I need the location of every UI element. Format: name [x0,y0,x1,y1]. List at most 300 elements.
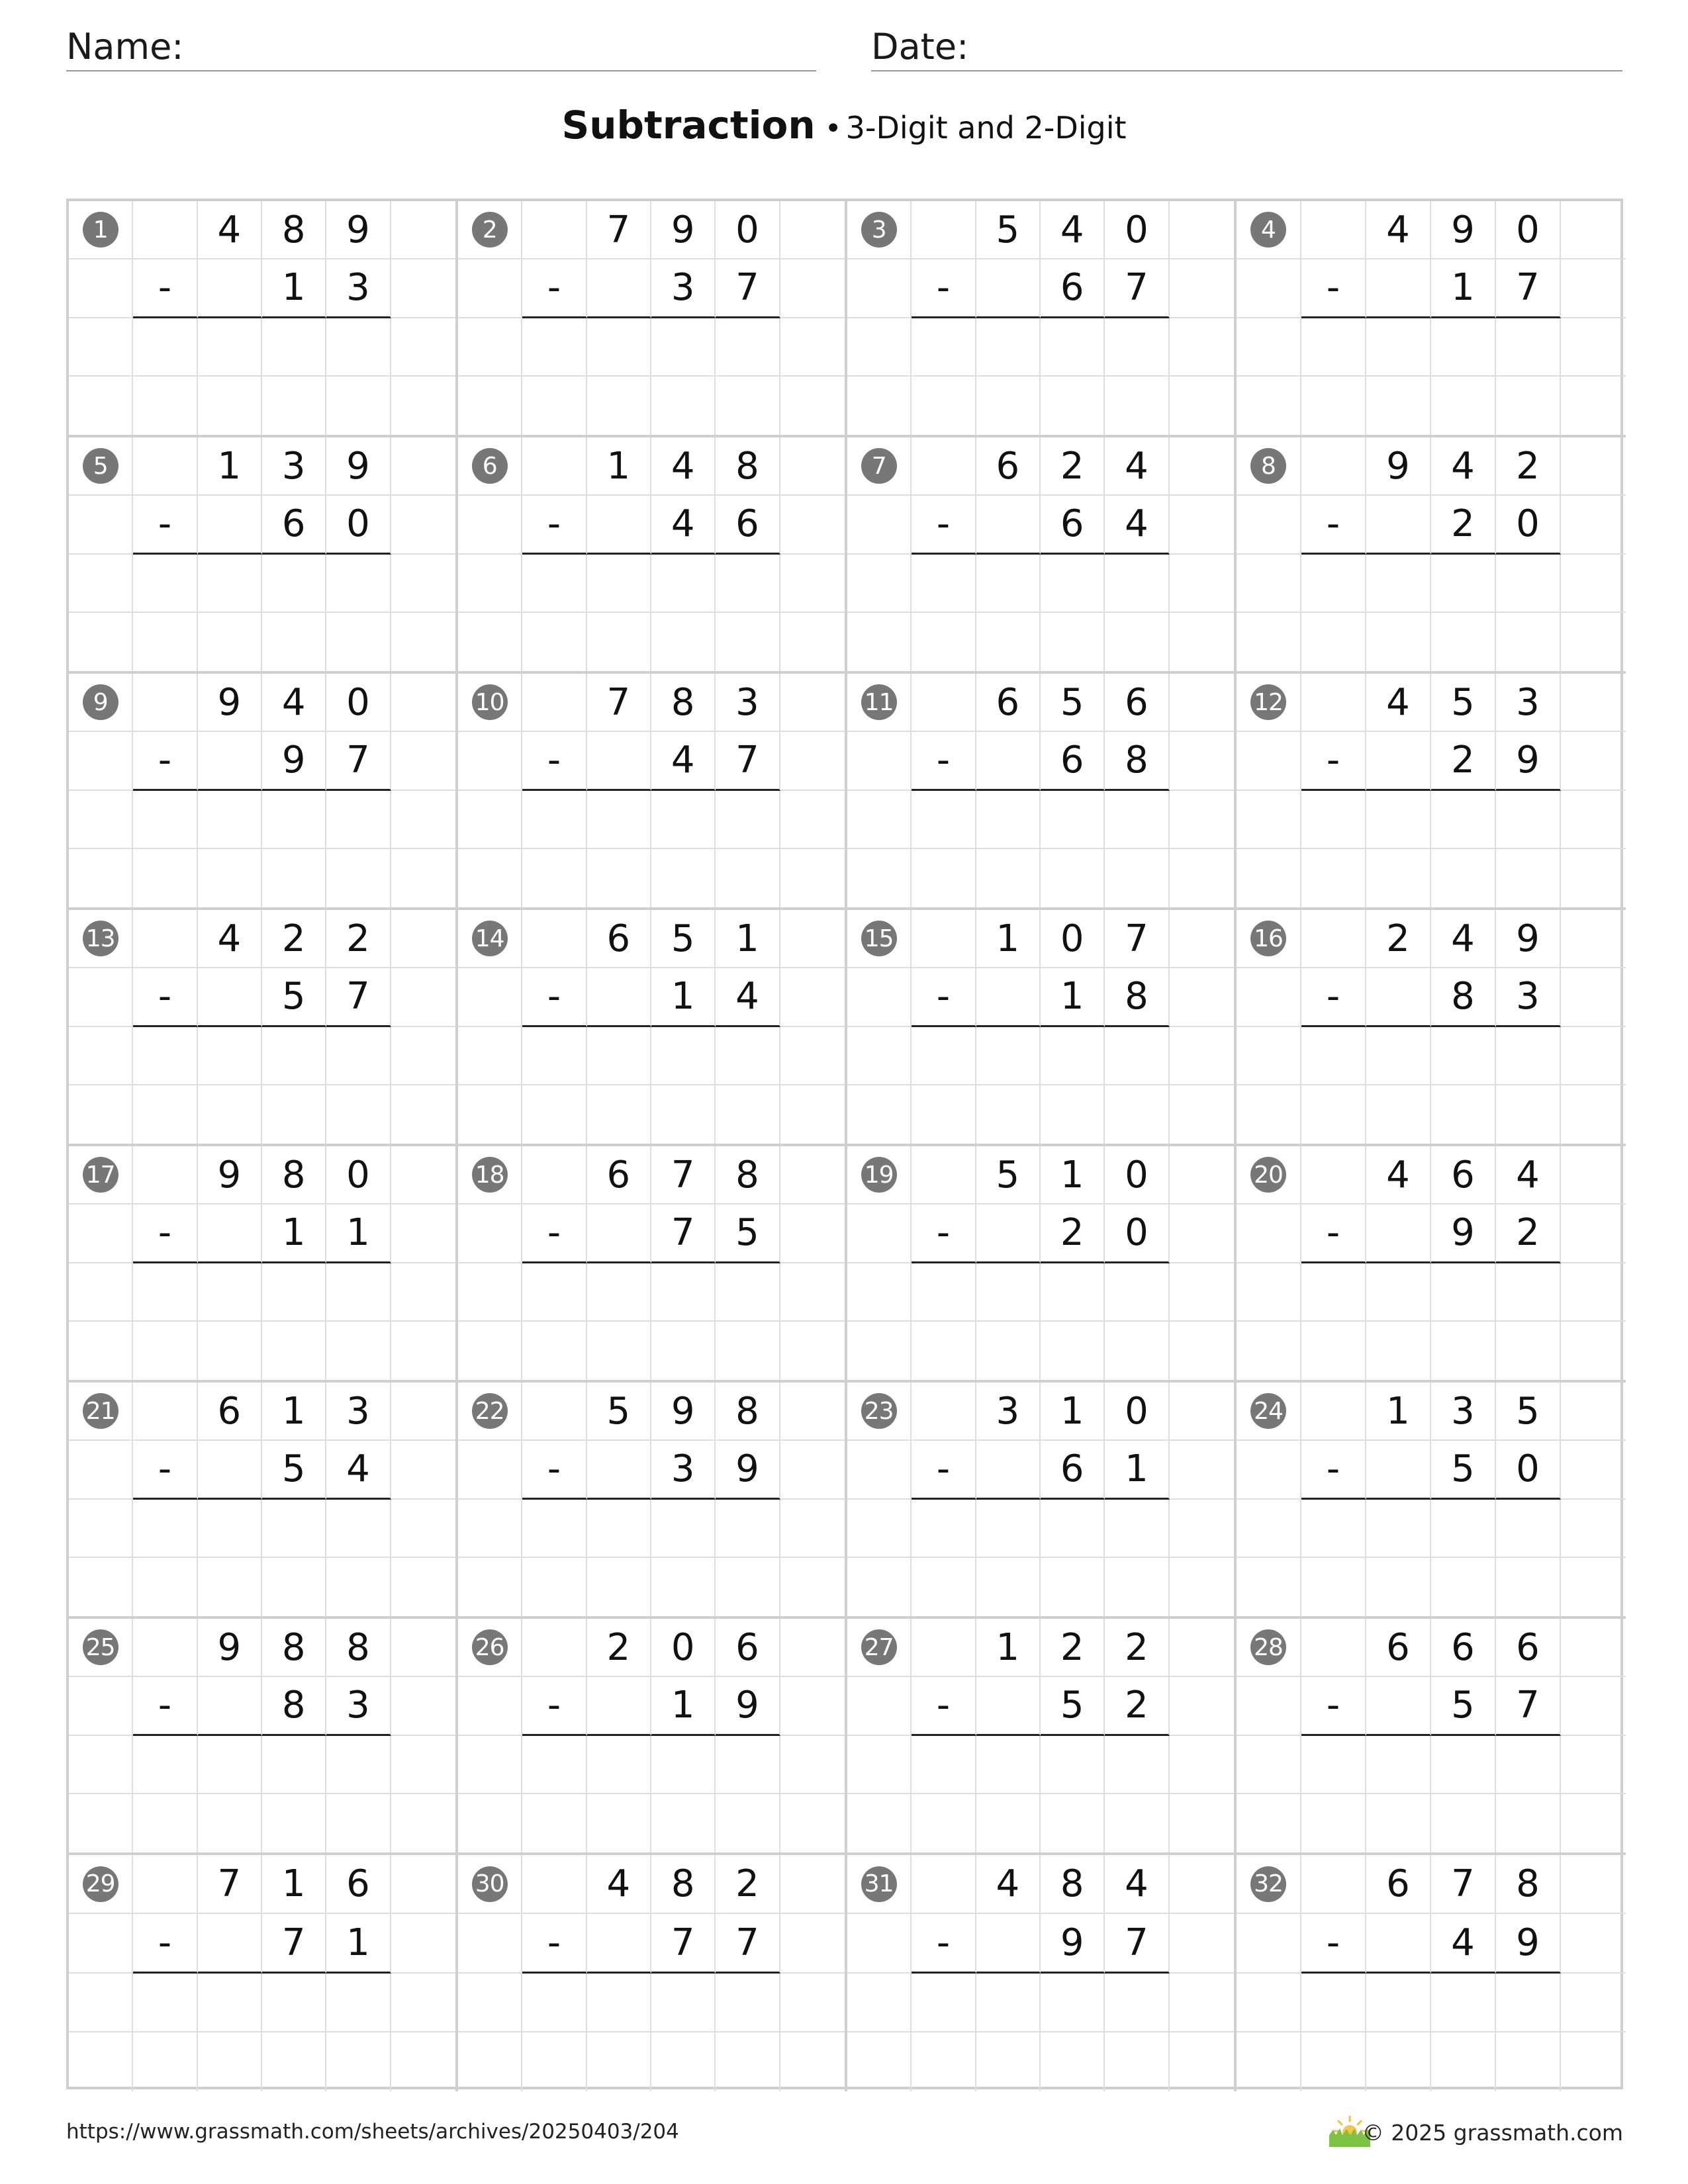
answer-cell[interactable] [326,1794,391,1852]
answer-cell[interactable] [1105,2032,1169,2091]
answer-cell[interactable] [262,377,326,435]
answer-cell[interactable] [1301,1322,1366,1380]
answer-cell[interactable] [587,1794,651,1852]
answer-cell[interactable] [1041,849,1105,907]
answer-cell[interactable] [326,1263,391,1322]
answer-cell[interactable] [133,1558,197,1616]
grid-cell [1170,1855,1234,1914]
answer-cell[interactable] [587,555,651,613]
answer-cell[interactable] [1105,318,1169,377]
answer-cell[interactable] [1496,1558,1561,1616]
answer-cell[interactable] [976,791,1041,849]
answer-cell[interactable] [716,1736,780,1794]
answer-cell[interactable] [1041,555,1105,613]
grid-cell [976,1441,1041,1499]
answer-cell[interactable] [1431,1085,1496,1144]
answer-cell[interactable] [326,1085,391,1144]
answer-cell[interactable] [326,1322,391,1380]
minuend-digit: 4 [1366,1146,1431,1205]
grid-cell [1301,1619,1366,1677]
answer-cell[interactable] [1105,791,1169,849]
answer-cell[interactable] [1366,377,1431,435]
answer-cell[interactable] [1041,791,1105,849]
answer-cell[interactable] [1496,1322,1561,1380]
answer-cell[interactable] [198,791,262,849]
answer-cell[interactable] [1496,555,1561,613]
answer-cell[interactable] [587,377,651,435]
answer-cell[interactable] [716,613,780,671]
answer-cell[interactable] [262,1500,326,1558]
answer-cell[interactable] [1366,1974,1431,2032]
answer-cell[interactable] [716,1085,780,1144]
answer-cell[interactable] [133,1736,197,1794]
answer-cell[interactable] [976,555,1041,613]
minuend-digit: 6 [976,437,1041,496]
answer-cell[interactable] [326,1027,391,1085]
answer-cell[interactable] [1366,318,1431,377]
answer-cell[interactable] [1431,613,1496,671]
minus-sign: - [522,496,586,554]
answer-cell[interactable] [1105,555,1169,613]
answer-cell[interactable] [262,2032,326,2091]
answer-cell[interactable] [912,1027,976,1085]
minus-sign: - [133,1205,197,1263]
answer-cell[interactable] [1366,1085,1431,1144]
answer-cell[interactable] [1041,1263,1105,1322]
answer-cell[interactable] [1301,791,1366,849]
answer-cell[interactable] [1105,1027,1169,1085]
answer-cell[interactable] [198,849,262,907]
grid-cell [847,1974,912,2032]
answer-cell[interactable] [716,1974,780,2032]
answer-cell[interactable] [716,1027,780,1085]
answer-cell[interactable] [198,318,262,377]
answer-cell[interactable] [1041,613,1105,671]
answer-cell[interactable] [912,1974,976,2032]
answer-cell[interactable] [1431,1322,1496,1380]
answer-cell[interactable] [976,1794,1041,1852]
answer-cell[interactable] [326,1500,391,1558]
answer-cell[interactable] [976,1263,1041,1322]
answer-cell[interactable] [1041,1794,1105,1852]
answer-cell[interactable] [522,1558,586,1616]
answer-cell[interactable] [716,1263,780,1322]
grid-cell [133,674,197,732]
answer-cell[interactable] [587,1085,651,1144]
answer-cell[interactable] [133,1027,197,1085]
answer-cell[interactable] [198,1027,262,1085]
answer-cell[interactable] [326,849,391,907]
answer-cell[interactable] [976,1736,1041,1794]
name-field[interactable] [66,20,816,71]
answer-cell[interactable] [587,1027,651,1085]
answer-cell[interactable] [262,1794,326,1852]
answer-cell[interactable] [651,1736,716,1794]
answer-cell[interactable] [1431,377,1496,435]
answer-cell[interactable] [716,1558,780,1616]
answer-cell[interactable] [587,1974,651,2032]
grid-cell [976,1677,1041,1735]
answer-cell[interactable] [1366,2032,1431,2091]
answer-cell[interactable] [1105,1085,1169,1144]
answer-cell[interactable] [1431,1558,1496,1616]
answer-cell[interactable] [1301,1263,1366,1322]
answer-cell[interactable] [716,1322,780,1380]
answer-cell[interactable] [198,1322,262,1380]
answer-cell[interactable] [716,2032,780,2091]
answer-cell[interactable] [1041,1085,1105,1144]
answer-cell[interactable] [1496,613,1561,671]
answer-cell[interactable] [522,791,586,849]
answer-cell[interactable] [587,2032,651,2091]
answer-cell[interactable] [133,318,197,377]
answer-cell[interactable] [522,1500,586,1558]
answer-cell[interactable] [1041,1974,1105,2032]
answer-cell[interactable] [716,377,780,435]
answer-cell[interactable] [198,1794,262,1852]
answer-cell[interactable] [1366,555,1431,613]
answer-cell[interactable] [1431,1263,1496,1322]
answer-cell[interactable] [1301,318,1366,377]
answer-cell[interactable] [1301,2032,1366,2091]
answer-cell[interactable] [912,791,976,849]
answer-cell[interactable] [1431,555,1496,613]
answer-cell[interactable] [651,377,716,435]
answer-cell[interactable] [1431,1794,1496,1852]
answer-cell[interactable] [262,1974,326,2032]
answer-cell[interactable] [1431,2032,1496,2091]
minuend-digit: 6 [1105,674,1169,732]
answer-cell[interactable] [651,1794,716,1852]
answer-cell[interactable] [912,1322,976,1380]
grid-cell [69,1855,133,1914]
answer-cell[interactable] [326,555,391,613]
answer-cell[interactable] [1431,791,1496,849]
answer-cell[interactable] [522,1027,586,1085]
answer-cell[interactable] [1366,791,1431,849]
answer-cell[interactable] [1496,318,1561,377]
answer-cell[interactable] [1041,1500,1105,1558]
answer-cell[interactable] [912,2032,976,2091]
answer-cell[interactable] [133,377,197,435]
answer-cell[interactable] [1105,613,1169,671]
grid-cell [391,791,455,849]
grid-cell [133,201,197,259]
answer-cell[interactable] [1301,1736,1366,1794]
answer-cell[interactable] [1496,1085,1561,1144]
answer-cell[interactable] [326,1558,391,1616]
grid-cell [1237,1322,1301,1380]
answer-cell[interactable] [1105,1558,1169,1616]
answer-cell[interactable] [262,1027,326,1085]
grid-cell [1237,496,1301,554]
grid-cell [458,1855,522,1914]
answer-cell[interactable] [522,849,586,907]
answer-cell[interactable] [912,555,976,613]
minuend-digit: 9 [1496,910,1561,968]
answer-cell[interactable] [1301,1558,1366,1616]
answer-cell[interactable] [651,791,716,849]
answer-cell[interactable] [198,613,262,671]
answer-cell[interactable] [1431,1500,1496,1558]
answer-cell[interactable] [1301,1500,1366,1558]
answer-cell[interactable] [587,318,651,377]
grid-cell [1561,1558,1626,1616]
minus-sign: - [133,1914,197,1973]
answer-cell[interactable] [1301,1027,1366,1085]
answer-cell[interactable] [976,1500,1041,1558]
answer-cell[interactable] [912,318,976,377]
problem-number-badge: 10 [472,684,508,720]
grid-cell [198,1914,262,1973]
answer-cell[interactable] [133,1500,197,1558]
grid-cell [1561,259,1626,318]
answer-cell[interactable] [326,2032,391,2091]
answer-cell[interactable] [1496,1027,1561,1085]
answer-cell[interactable] [522,1263,586,1322]
answer-cell[interactable] [326,791,391,849]
answer-cell[interactable] [587,1263,651,1322]
answer-cell[interactable] [912,1500,976,1558]
answer-cell[interactable] [326,318,391,377]
answer-cell[interactable] [587,1558,651,1616]
answer-cell[interactable] [1105,377,1169,435]
answer-cell[interactable] [651,1263,716,1322]
answer-cell[interactable] [1041,1322,1105,1380]
answer-cell[interactable] [1105,1974,1169,2032]
answer-cell[interactable] [262,1085,326,1144]
answer-cell[interactable] [1105,1736,1169,1794]
answer-cell[interactable] [133,613,197,671]
answer-cell[interactable] [262,613,326,671]
answer-cell[interactable] [1366,1558,1431,1616]
answer-cell[interactable] [976,2032,1041,2091]
answer-cell[interactable] [522,2032,586,2091]
answer-cell[interactable] [522,318,586,377]
answer-cell[interactable] [1496,1500,1561,1558]
subtrahend-digit: 4 [651,496,716,554]
answer-cell[interactable] [912,1736,976,1794]
answer-cell[interactable] [587,849,651,907]
answer-cell[interactable] [133,2032,197,2091]
grid-cell [69,1677,133,1735]
minus-sign: - [1301,1205,1366,1263]
answer-cell[interactable] [651,318,716,377]
answer-cell[interactable] [912,1558,976,1616]
answer-cell[interactable] [133,1794,197,1852]
answer-cell[interactable] [976,1558,1041,1616]
answer-cell[interactable] [1105,1794,1169,1852]
answer-cell[interactable] [522,1974,586,2032]
answer-cell[interactable] [522,613,586,671]
answer-cell[interactable] [133,1974,197,2032]
answer-cell[interactable] [651,555,716,613]
answer-cell[interactable] [326,613,391,671]
answer-cell[interactable] [262,1322,326,1380]
answer-cell[interactable] [1041,1027,1105,1085]
answer-cell[interactable] [522,377,586,435]
answer-cell[interactable] [1366,1736,1431,1794]
answer-cell[interactable] [651,1322,716,1380]
answer-cell[interactable] [716,555,780,613]
answer-cell[interactable] [262,318,326,377]
answer-cell[interactable] [1496,1794,1561,1852]
answer-cell[interactable] [1301,555,1366,613]
answer-cell[interactable] [651,1974,716,2032]
answer-cell[interactable] [262,1736,326,1794]
answer-cell[interactable] [1366,1027,1431,1085]
grid-cell [1366,1441,1431,1499]
answer-cell[interactable] [976,1974,1041,2032]
subtrahend-digit: 4 [1105,496,1169,554]
answer-cell[interactable] [1301,377,1366,435]
subtrahend-digit: 4 [651,732,716,790]
answer-cell[interactable] [1496,791,1561,849]
answer-cell[interactable] [1366,1263,1431,1322]
minus-sign: - [133,496,197,554]
problem-number-badge: 22 [472,1393,508,1429]
answer-cell[interactable] [522,1736,586,1794]
answer-cell[interactable] [651,613,716,671]
answer-cell[interactable] [1301,1794,1366,1852]
grid-cell [391,613,455,671]
answer-cell[interactable] [912,613,976,671]
answer-cell[interactable] [976,1085,1041,1144]
minuend-digit: 1 [587,437,651,496]
answer-cell[interactable] [976,318,1041,377]
answer-cell[interactable] [522,1322,586,1380]
answer-cell[interactable] [1496,2032,1561,2091]
answer-cell[interactable] [651,849,716,907]
answer-cell[interactable] [1496,849,1561,907]
answer-cell[interactable] [587,613,651,671]
answer-cell[interactable] [522,1794,586,1852]
answer-cell[interactable] [912,849,976,907]
answer-cell[interactable] [716,849,780,907]
answer-cell[interactable] [1301,849,1366,907]
grid-cell [780,968,845,1026]
answer-cell[interactable] [1431,849,1496,907]
answer-cell[interactable] [1105,1263,1169,1322]
answer-cell[interactable] [1041,377,1105,435]
answer-cell[interactable] [1105,1322,1169,1380]
answer-cell[interactable] [976,613,1041,671]
answer-cell[interactable] [198,1974,262,2032]
date-field[interactable] [871,20,1622,71]
answer-cell[interactable] [1301,613,1366,671]
answer-cell[interactable] [1496,1974,1561,2032]
answer-cell[interactable] [912,1794,976,1852]
problem-number-badge: 28 [1250,1629,1286,1665]
answer-cell[interactable] [262,1263,326,1322]
answer-cell[interactable] [1041,1736,1105,1794]
answer-cell[interactable] [1431,1736,1496,1794]
answer-cell[interactable] [716,318,780,377]
answer-cell[interactable] [912,1085,976,1144]
answer-cell[interactable] [651,1558,716,1616]
answer-cell[interactable] [1496,377,1561,435]
answer-cell[interactable] [1431,1974,1496,2032]
answer-cell[interactable] [262,1558,326,1616]
answer-cell[interactable] [587,791,651,849]
answer-cell[interactable] [716,1500,780,1558]
answer-cell[interactable] [262,791,326,849]
answer-cell[interactable] [133,1085,197,1144]
grid-cell [1170,496,1234,554]
answer-cell[interactable] [133,1322,197,1380]
answer-cell[interactable] [262,849,326,907]
answer-cell[interactable] [976,849,1041,907]
answer-cell[interactable] [1041,1558,1105,1616]
answer-cell[interactable] [522,555,586,613]
grid-cell [69,1383,133,1441]
answer-cell[interactable] [1041,2032,1105,2091]
answer-cell[interactable] [198,1085,262,1144]
answer-cell[interactable] [1366,849,1431,907]
answer-cell[interactable] [912,377,976,435]
answer-cell[interactable] [198,1736,262,1794]
answer-cell[interactable] [326,1736,391,1794]
answer-cell[interactable] [198,1500,262,1558]
answer-cell[interactable] [651,1085,716,1144]
answer-cell[interactable] [326,377,391,435]
answer-cell[interactable] [651,1500,716,1558]
answer-cell[interactable] [1301,1974,1366,2032]
answer-cell[interactable] [1366,1500,1431,1558]
answer-cell[interactable] [1105,1500,1169,1558]
subtrahend-digit: 6 [1041,732,1105,790]
answer-cell[interactable] [1431,318,1496,377]
grid-cell [1561,1205,1626,1263]
answer-cell[interactable] [522,1085,586,1144]
answer-cell[interactable] [1366,1322,1431,1380]
grid-cell [587,1677,651,1735]
answer-cell[interactable] [262,555,326,613]
answer-cell[interactable] [587,1736,651,1794]
grid-cell [1170,1558,1234,1616]
answer-cell[interactable] [976,1322,1041,1380]
answer-cell[interactable] [1366,1794,1431,1852]
answer-cell[interactable] [651,2032,716,2091]
answer-cell[interactable] [133,1263,197,1322]
answer-cell[interactable] [976,377,1041,435]
answer-cell[interactable] [716,1794,780,1852]
answer-cell[interactable] [198,1558,262,1616]
answer-cell[interactable] [912,1263,976,1322]
answer-cell[interactable] [133,791,197,849]
answer-cell[interactable] [1301,1085,1366,1144]
answer-cell[interactable] [651,1027,716,1085]
answer-cell[interactable] [587,1500,651,1558]
answer-cell[interactable] [587,1322,651,1380]
answer-cell[interactable] [1496,1736,1561,1794]
answer-cell[interactable] [198,377,262,435]
answer-cell[interactable] [1105,849,1169,907]
answer-cell[interactable] [976,1027,1041,1085]
answer-cell[interactable] [133,555,197,613]
answer-cell[interactable] [198,555,262,613]
answer-cell[interactable] [198,2032,262,2091]
answer-cell[interactable] [326,1974,391,2032]
answer-cell[interactable] [1366,613,1431,671]
answer-cell[interactable] [198,1263,262,1322]
minuend-digit: 3 [262,437,326,496]
answer-cell[interactable] [1041,318,1105,377]
answer-cell[interactable] [716,791,780,849]
answer-cell[interactable] [1496,1263,1561,1322]
answer-cell[interactable] [1431,1027,1496,1085]
answer-cell[interactable] [133,849,197,907]
